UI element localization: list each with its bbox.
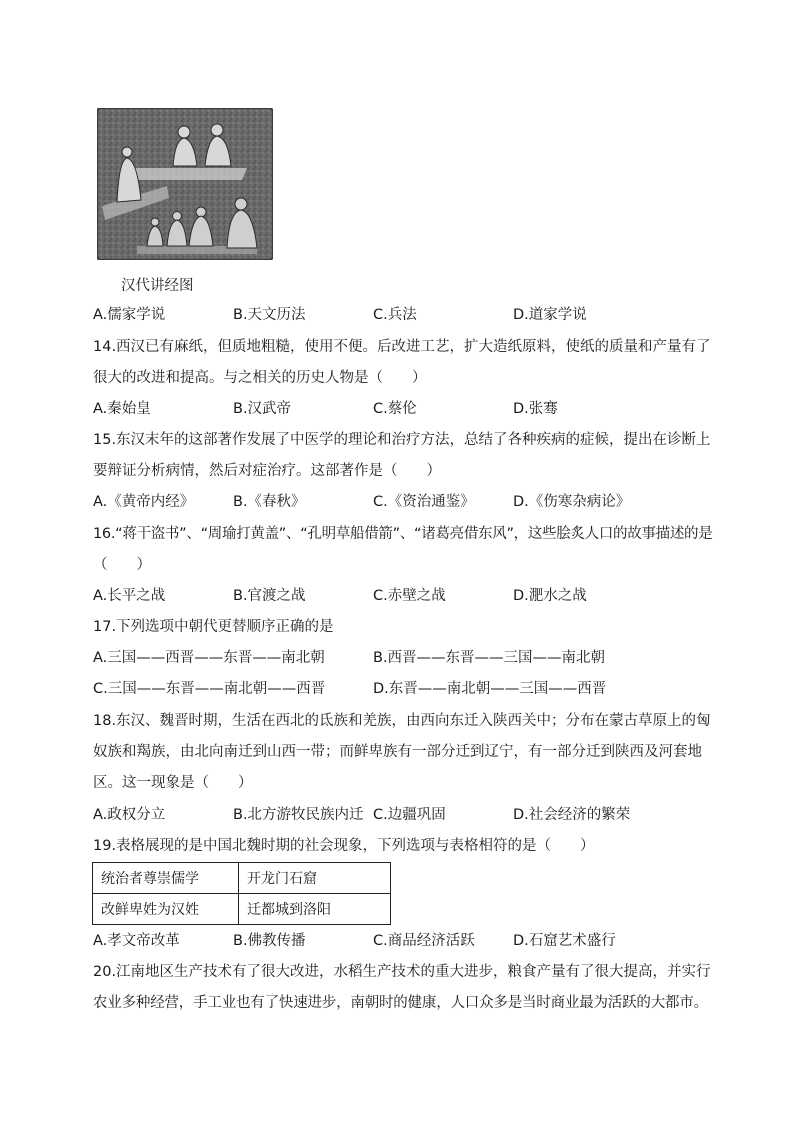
q19-stem-line-1: 19.表格展现的是中国北魏时期的社会现象，下列选项与表格相符的是（ ） bbox=[93, 838, 595, 854]
table-cell: 开龙门石窟 bbox=[239, 863, 391, 894]
q16-option-b: B.官渡之战 bbox=[233, 588, 306, 604]
q15-option-a: A.《黄帝内经》 bbox=[93, 494, 195, 510]
table-row bbox=[93, 863, 391, 894]
q14-option-d: D.张骞 bbox=[513, 401, 558, 417]
q18-stem-line-3: 区。这一现象是（ ） bbox=[93, 775, 253, 791]
q14-stem-line-1: 14.西汉已有麻纸，但质地粗糙，使用不便。后改进工艺，扩大造纸原料，使纸的质量和产量有了 bbox=[93, 339, 711, 355]
q14-option-c: C.蔡伦 bbox=[373, 401, 417, 417]
q18-stem-line-1: 18.东汉、魏晋时期，生活在西北的氐族和羌族，由西向东迁入陕西关中；分布在蒙古草原上的匈 bbox=[93, 713, 711, 729]
q13-option-c: C.兵法 bbox=[373, 307, 417, 323]
table-cell: 统治者尊崇儒学 bbox=[93, 863, 239, 894]
q13-option-a: A.儒家学说 bbox=[93, 307, 166, 323]
q18-option-c: C.边疆巩固 bbox=[373, 807, 446, 823]
q16-option-c: C.赤壁之战 bbox=[373, 588, 446, 604]
q18-option-a: A.政权分立 bbox=[93, 807, 166, 823]
q14-stem-line-2: 很大的改进和提高。与之相关的历史人物是（ ） bbox=[93, 370, 427, 386]
q15-option-d: D.《伤寒杂病论》 bbox=[513, 494, 631, 510]
q13-option-b: B.天文历法 bbox=[233, 307, 306, 323]
q19-option-d: D.石窟艺术盛行 bbox=[513, 933, 616, 949]
q13-option-d: D.道家学说 bbox=[513, 307, 587, 323]
q17-option-b: B.西晋——东晋——三国——南北朝 bbox=[373, 650, 606, 666]
q17-option-c: C.三国——东晋——南北朝——西晋 bbox=[93, 681, 326, 697]
table-row bbox=[93, 894, 391, 925]
table-cell: 改鲜卑姓为汉姓 bbox=[93, 894, 239, 925]
q14-option-a: A.秦始皇 bbox=[93, 401, 151, 417]
q20-stem-line-2: 农业多种经营，手工业也有了快速进步，南朝时的健康，人口众多是当时商业最为活跃的大都市。 bbox=[93, 995, 708, 1011]
q16-option-a: A.长平之战 bbox=[93, 588, 166, 604]
q16-stem-line-1: 16.“蒋干盗书”、“周瑜打黄盖”、“孔明草船借箭”、“诸葛亮借东风”，这些脍炙人口的故事描述的是 bbox=[93, 526, 713, 542]
han-lecture-relief-image bbox=[97, 108, 273, 260]
q18-option-d: D.社会经济的繁荣 bbox=[513, 807, 631, 823]
q17-option-d: D.东晋——南北朝——三国——西晋 bbox=[373, 681, 607, 697]
figure-caption: 汉代讲经图 bbox=[121, 278, 194, 294]
q19-option-b: B.佛教传播 bbox=[233, 933, 306, 949]
q18-option-b: B.北方游牧民族内迁 bbox=[233, 807, 364, 823]
q19-option-a: A.孝文帝改革 bbox=[93, 933, 180, 949]
q15-stem-line-2: 要辩证分析病情，然后对症治疗。这部著作是（ ） bbox=[93, 463, 441, 479]
q15-stem-line-1: 15.东汉末年的这部著作发展了中医学的理论和治疗方法，总结了各种疾病的症候，提出在诊断上 bbox=[93, 432, 711, 448]
q18-stem-line-2: 奴族和羯族，由北向南迁到山西一带；而鲜卑族有一部分迁到辽宁，有一部分迁到陕西及河套地 bbox=[93, 744, 702, 760]
q16-option-d: D.淝水之战 bbox=[513, 588, 587, 604]
q20-stem-line-1: 20.江南地区生产技术有了很大改进，水稻生产技术的重大进步，粮食产量有了很大提高，并实行 bbox=[93, 964, 711, 980]
q16-stem-line-2: （ ） bbox=[93, 557, 151, 573]
table-cell: 迁都城到洛阳 bbox=[239, 894, 391, 925]
q17-option-a: A.三国——西晋——东晋——南北朝 bbox=[93, 650, 325, 666]
q14-option-b: B.汉武帝 bbox=[233, 401, 292, 417]
q19-option-c: C.商品经济活跃 bbox=[373, 933, 475, 949]
q15-option-c: C.《资治通鉴》 bbox=[373, 494, 475, 510]
q17-stem-line-1: 17.下列选项中朝代更替顺序正确的是 bbox=[93, 619, 334, 635]
q15-option-b: B.《春秋》 bbox=[233, 494, 306, 510]
q19-table bbox=[92, 862, 391, 925]
